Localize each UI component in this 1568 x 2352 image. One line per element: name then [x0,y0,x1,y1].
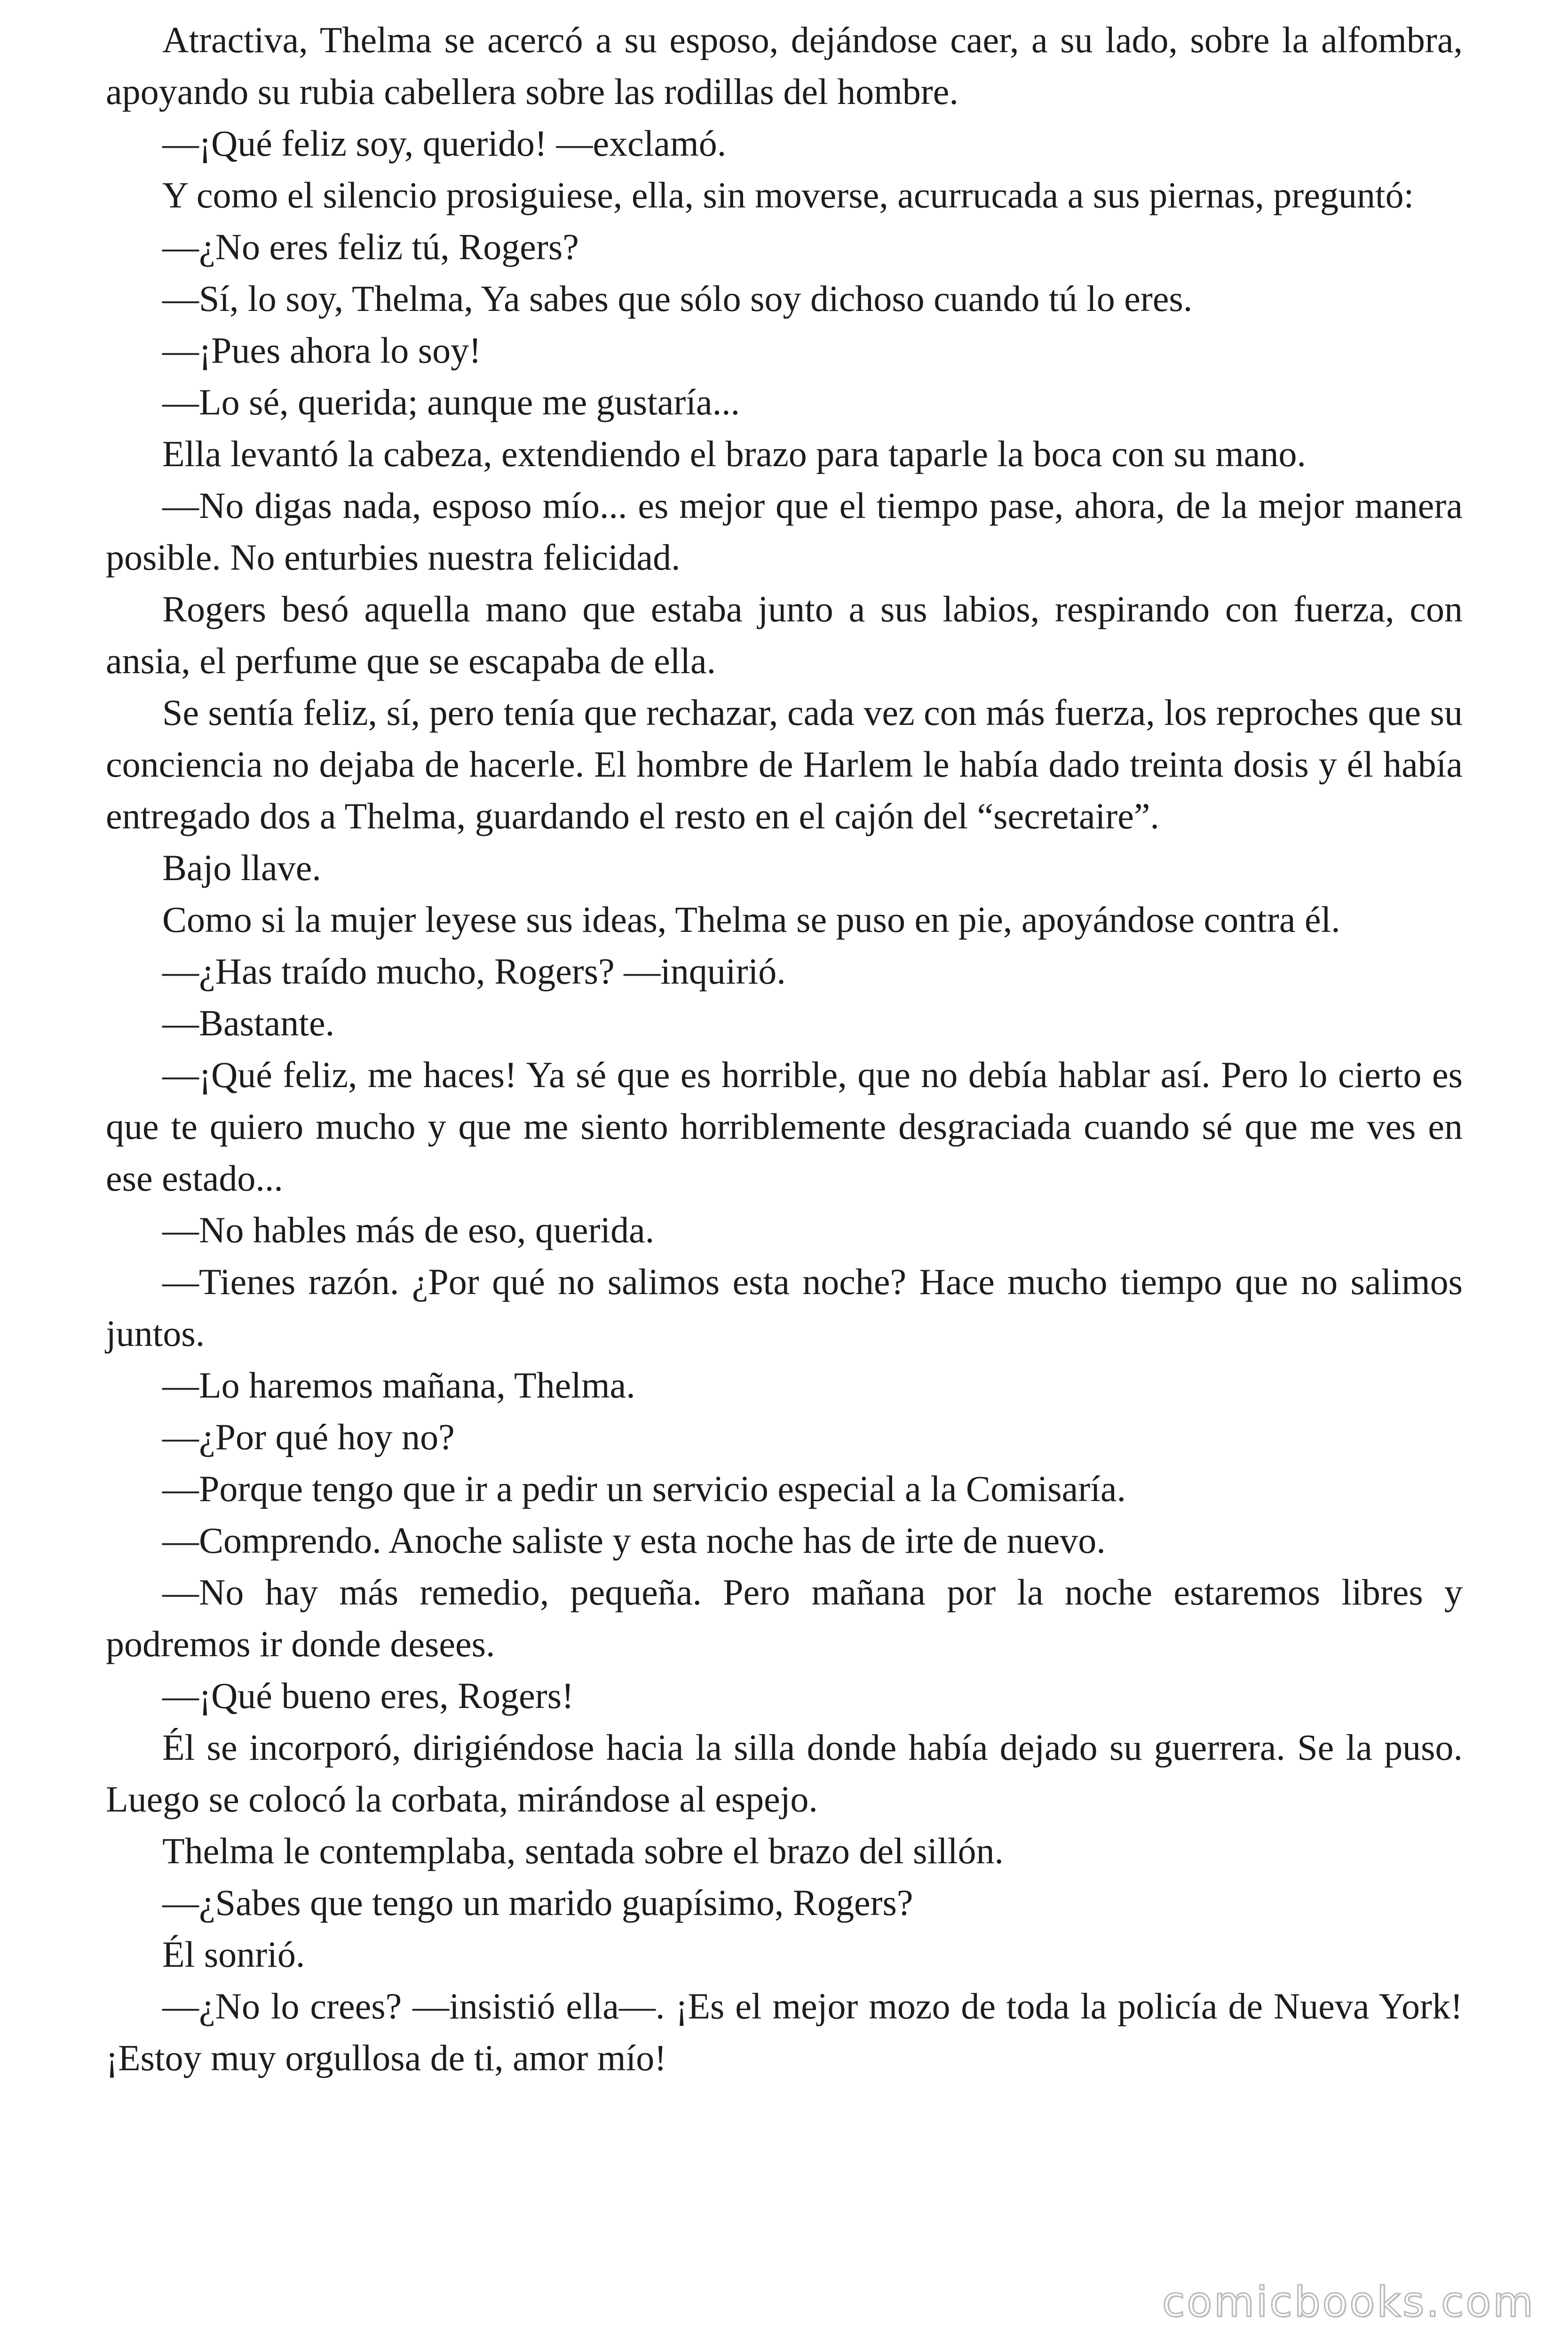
paragraph: —¡Qué feliz soy, querido! —exclamó. [162,123,727,164]
paragraph: —No hay más remedio, pequeña. Pero mañana por la noche estaremos libres y podremos ir donde desees. [106,1572,1463,1664]
paragraph: Como si la mujer leyese sus ideas, Thelma se puso en pie, apoyándose contra él. [162,899,1340,940]
paragraph: Él se incorporó, dirigiéndose hacia la silla donde había dejado su guerrera. Se la puso. Luego se colocó la corbata, mirándose al espejo. [106,1727,1463,1820]
paragraph: —Bastante. [162,1002,335,1043]
paragraph: —Lo sé, querida; aunque me gustaría... [162,381,740,422]
paragraph: —Porque tengo que ir a pedir un servicio especial a la Comisaría. [162,1468,1126,1509]
paragraph: Thelma le contemplaba, sentada sobre el brazo del sillón. [162,1830,1004,1871]
paragraph: Él sonrió. [162,1934,305,1975]
document-body [106,14,1463,2084]
paragraph: —¡Qué bueno eres, Rogers! [162,1675,574,1716]
paragraph: —¿Has traído mucho, Rogers? —inquirió. [162,951,786,992]
paragraph: Atractiva, Thelma se acercó a su esposo, dejándose caer, a su lado, sobre la alfombra, apoyando su rubia cabellera sobre las rodillas del hombre. [106,19,1463,112]
paragraph: —¿Sabes que tengo un marido guapísimo, Rogers? [162,1882,913,1923]
paragraph: Se sentía feliz, sí, pero tenía que rechazar, cada vez con más fuerza, los reproches que su conciencia no dejaba de hacerle. El hombre de Harlem le había dado treinta dosis y él había entregado dos a Thelma, guardando el resto en el cajón del “secretaire”. [106,692,1463,836]
paragraph: —¡Pues ahora lo soy! [162,330,482,371]
paragraph: —No hables más de eso, querida. [162,1209,655,1250]
paragraph: Bajo llave. [162,847,321,888]
watermark: comicbooks.com [1162,2278,1535,2326]
paragraph: —Sí, lo soy, Thelma, Ya sabes que sólo soy dichoso cuando tú lo eres. [162,278,1193,319]
paragraph: —Lo haremos mañana, Thelma. [162,1365,635,1406]
paragraph: —Comprendo. Anoche saliste y esta noche has de irte de nuevo. [162,1520,1106,1561]
paragraph: Y como el silencio prosiguiese, ella, sin moverse, acurrucada a sus piernas, preguntó: [162,175,1414,215]
paragraph: —¿No lo crees? —insistió ella—. ¡Es el mejor mozo de toda la policía de Nueva York! ¡Estoy muy orgullosa de ti, amor mío! [106,1986,1463,2078]
paragraph: —No digas nada, esposo mío... es mejor que el tiempo pase, ahora, de la mejor manera posible. No enturbies nuestra felicidad. [106,485,1463,578]
paragraph: Rogers besó aquella mano que estaba junto a sus labios, respirando con fuerza, con ansia, el perfume que se escapaba de ella. [106,588,1463,681]
paragraph: —¿No eres feliz tú, Rogers? [162,226,579,267]
paragraph: —¡Qué feliz, me haces! Ya sé que es horrible, que no debía hablar así. Pero lo cierto es que te quiero mucho y que me siento horriblemente desgraciada cuando sé que me ves en ese estado... [106,1054,1463,1199]
paragraph: Ella levantó la cabeza, extendiendo el brazo para taparle la boca con su mano. [162,433,1306,474]
paragraph: —¿Por qué hoy no? [162,1416,455,1457]
paragraph: —Tienes razón. ¿Por qué no salimos esta noche? Hace mucho tiempo que no salimos juntos. [106,1261,1463,1354]
